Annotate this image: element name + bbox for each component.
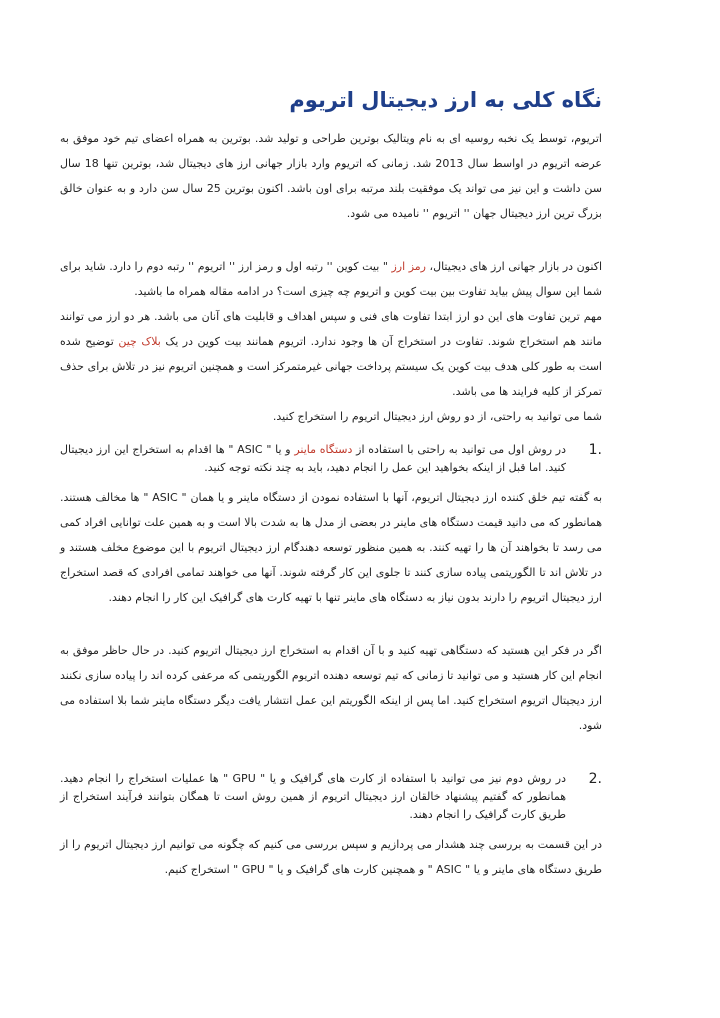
paragraph-asic-opposition: به گفته تیم خلق کننده ارز دیجیتال اتریوم، آنها با استفاده نمودن از دستگاه ماینر و یا همان " ASIC " ها مخالف هستند. همانطور که می دانید قیمت دستگاه های ماینر در بعضی از مدل ها به شدت بالا است و به همین علت توانایی افراد کمی می رسد تا بخواهند آن ها را تهیه کنند. به همین منظور توسعه دهندگام ارز دیجیتال اتریوم با این موضوع مخلف هستند و در تلاش اند تا الگوریتمی پیاده سازی کنند تا جلوی این کار گرفته شوند. آنها می خواهند تمامی افرادی که قصد استخراج ارز دیجیتال اتریوم را دارند بدون نیاز به دستگاه های ماینر تنها با تهیه کارت های گرافیک این کار را انجام دهند. [60, 491, 603, 604]
paragraph-differences [60, 304, 602, 404]
paragraph-warnings: در این قسمت به بررسی چند هشدار می پردازیم و سپس بررسی می کنیم که چگونه می توانیم ارز دیجیتال اتریوم را از طریق دستگاه های ماینر و یا " ASIC " و همچنین کارت های گرافیک و یا " GPU " استخراج کنیم. [60, 838, 602, 876]
list-item-method-2 [60, 770, 602, 824]
paragraph-two-methods: شما می توانید به راحتی، از دو روش ارز دیجیتال اتریوم را استخراج کنید. [272, 410, 602, 423]
list-item-text-after: و یا " ASIC " ها اقدام به استخراج این ارز دیجیتال کنید. اما قبل از اینکه بخواهید این عمل را انجام دهید، باید به چند نکته توجه کنید. [60, 443, 566, 474]
blockchain-link[interactable]: بلاک چین [118, 335, 161, 348]
paragraph-ranking-text-after: " بیت کوین '' رتبه اول و رمز ارز '' اتریوم '' رتبه دوم را دارد. شاید برای شما این سوال پیش بیاید تفاوت بین بیت کوین و اتریوم چه چیزی است؟ در ادامه مقاله همراه ما باشید. [60, 260, 602, 298]
spacer [60, 226, 602, 254]
list-number: .2 [588, 771, 602, 787]
paragraph-ranking-text-before: اکنون در بازار جهانی ارز های دیجیتال، [425, 260, 603, 273]
spacer [60, 738, 602, 766]
spacer [60, 429, 602, 437]
paragraph-differences-text-before: مهم ترین تفاوت های این دو ارز ابتدا تفاوت های فنی و سپس اهداف و قابلیت های آنان می باشد. هر دو ارز می توانند مانند هم استخراج شوند. تفاوت در استخراج آن ها وجود ندارد. اتریوم همانند بیت کوین در یک [60, 310, 602, 348]
spacer [60, 610, 602, 638]
miner-device-link[interactable]: دستگاه ماینر [294, 443, 353, 456]
paragraph-differences-text-after: توضیح شده است به طور کلی هدف بیت کوین یک سیستم پرداخت جهانی غیرمتمرکز است و همچنین اتریوم نیز در تلاش برای حذف تمرکز از کلیه فرایند ها می باشد. [60, 335, 602, 398]
list-number: .1 [588, 442, 602, 458]
document-title: نگاه کلی به ارز دیجیتال اتریوم [289, 88, 602, 112]
paragraph-intro: اتریوم، توسط یک نخبه روسیه ای به نام ویتالیک بوترین طراحی و تولید شد. بوترین به همراه اعضای تیم خود موفق به عرضه اتریوم در اواسط سال 2013 شد. زمانی که اتریوم وارد بازار جهانی ارز های دیجیتال شد، بوترین تنها 18 سال سن داشت و این نیز می تواند یک موفقیت بلند مرتبه برای اون باشد. اکنون بوترین 25 سال سن دارد و به عنوان خالق بزرگ ترین ارز دیجیتال جهان '' اتریوم '' نامیده می شود. [60, 132, 602, 220]
spacer [60, 477, 602, 485]
list-item-text-before: در روش اول می توانید به راحتی با استفاده از [352, 443, 567, 456]
list-item-method-1 [60, 441, 602, 477]
paragraph-ranking [60, 254, 602, 304]
list-item-text [60, 441, 566, 477]
list-item-text: در روش دوم نیز می توانید با استفاده از کارت های گرافیک و یا " GPU " ها عملیات استخراج را انجام دهید. همانطور که گفتیم پیشنهاد خالقان ارز دیجیتال اتریوم از همین روش است تا همگان بتوانند فرآیند استخراج از طریق کارت گرافیک را انجام دهند. [60, 772, 566, 821]
crypto-currency-link[interactable]: رمز ارز [391, 260, 426, 273]
paragraph-miner-purchase: اگر در فکر این هستید که دستگاهی تهیه کنید و با آن اقدام به استخراج ارز دیجیتال اتریوم کنید. در حال حاظر موفق به انجام این کار هستید و می توانید تا زمانی که تیم توسعه دهنده اتریوم الگوریتمی که مرعفی کرده اند را پیاده سازی نکنند ارز دیجیتال اتریوم استخراج کنید. اما پس از اینکه الگوریتم این عمل انتشار یافت دیگر دستگاه ماینر شما بلا استفاده می شود. [60, 644, 602, 732]
spacer [60, 824, 602, 832]
